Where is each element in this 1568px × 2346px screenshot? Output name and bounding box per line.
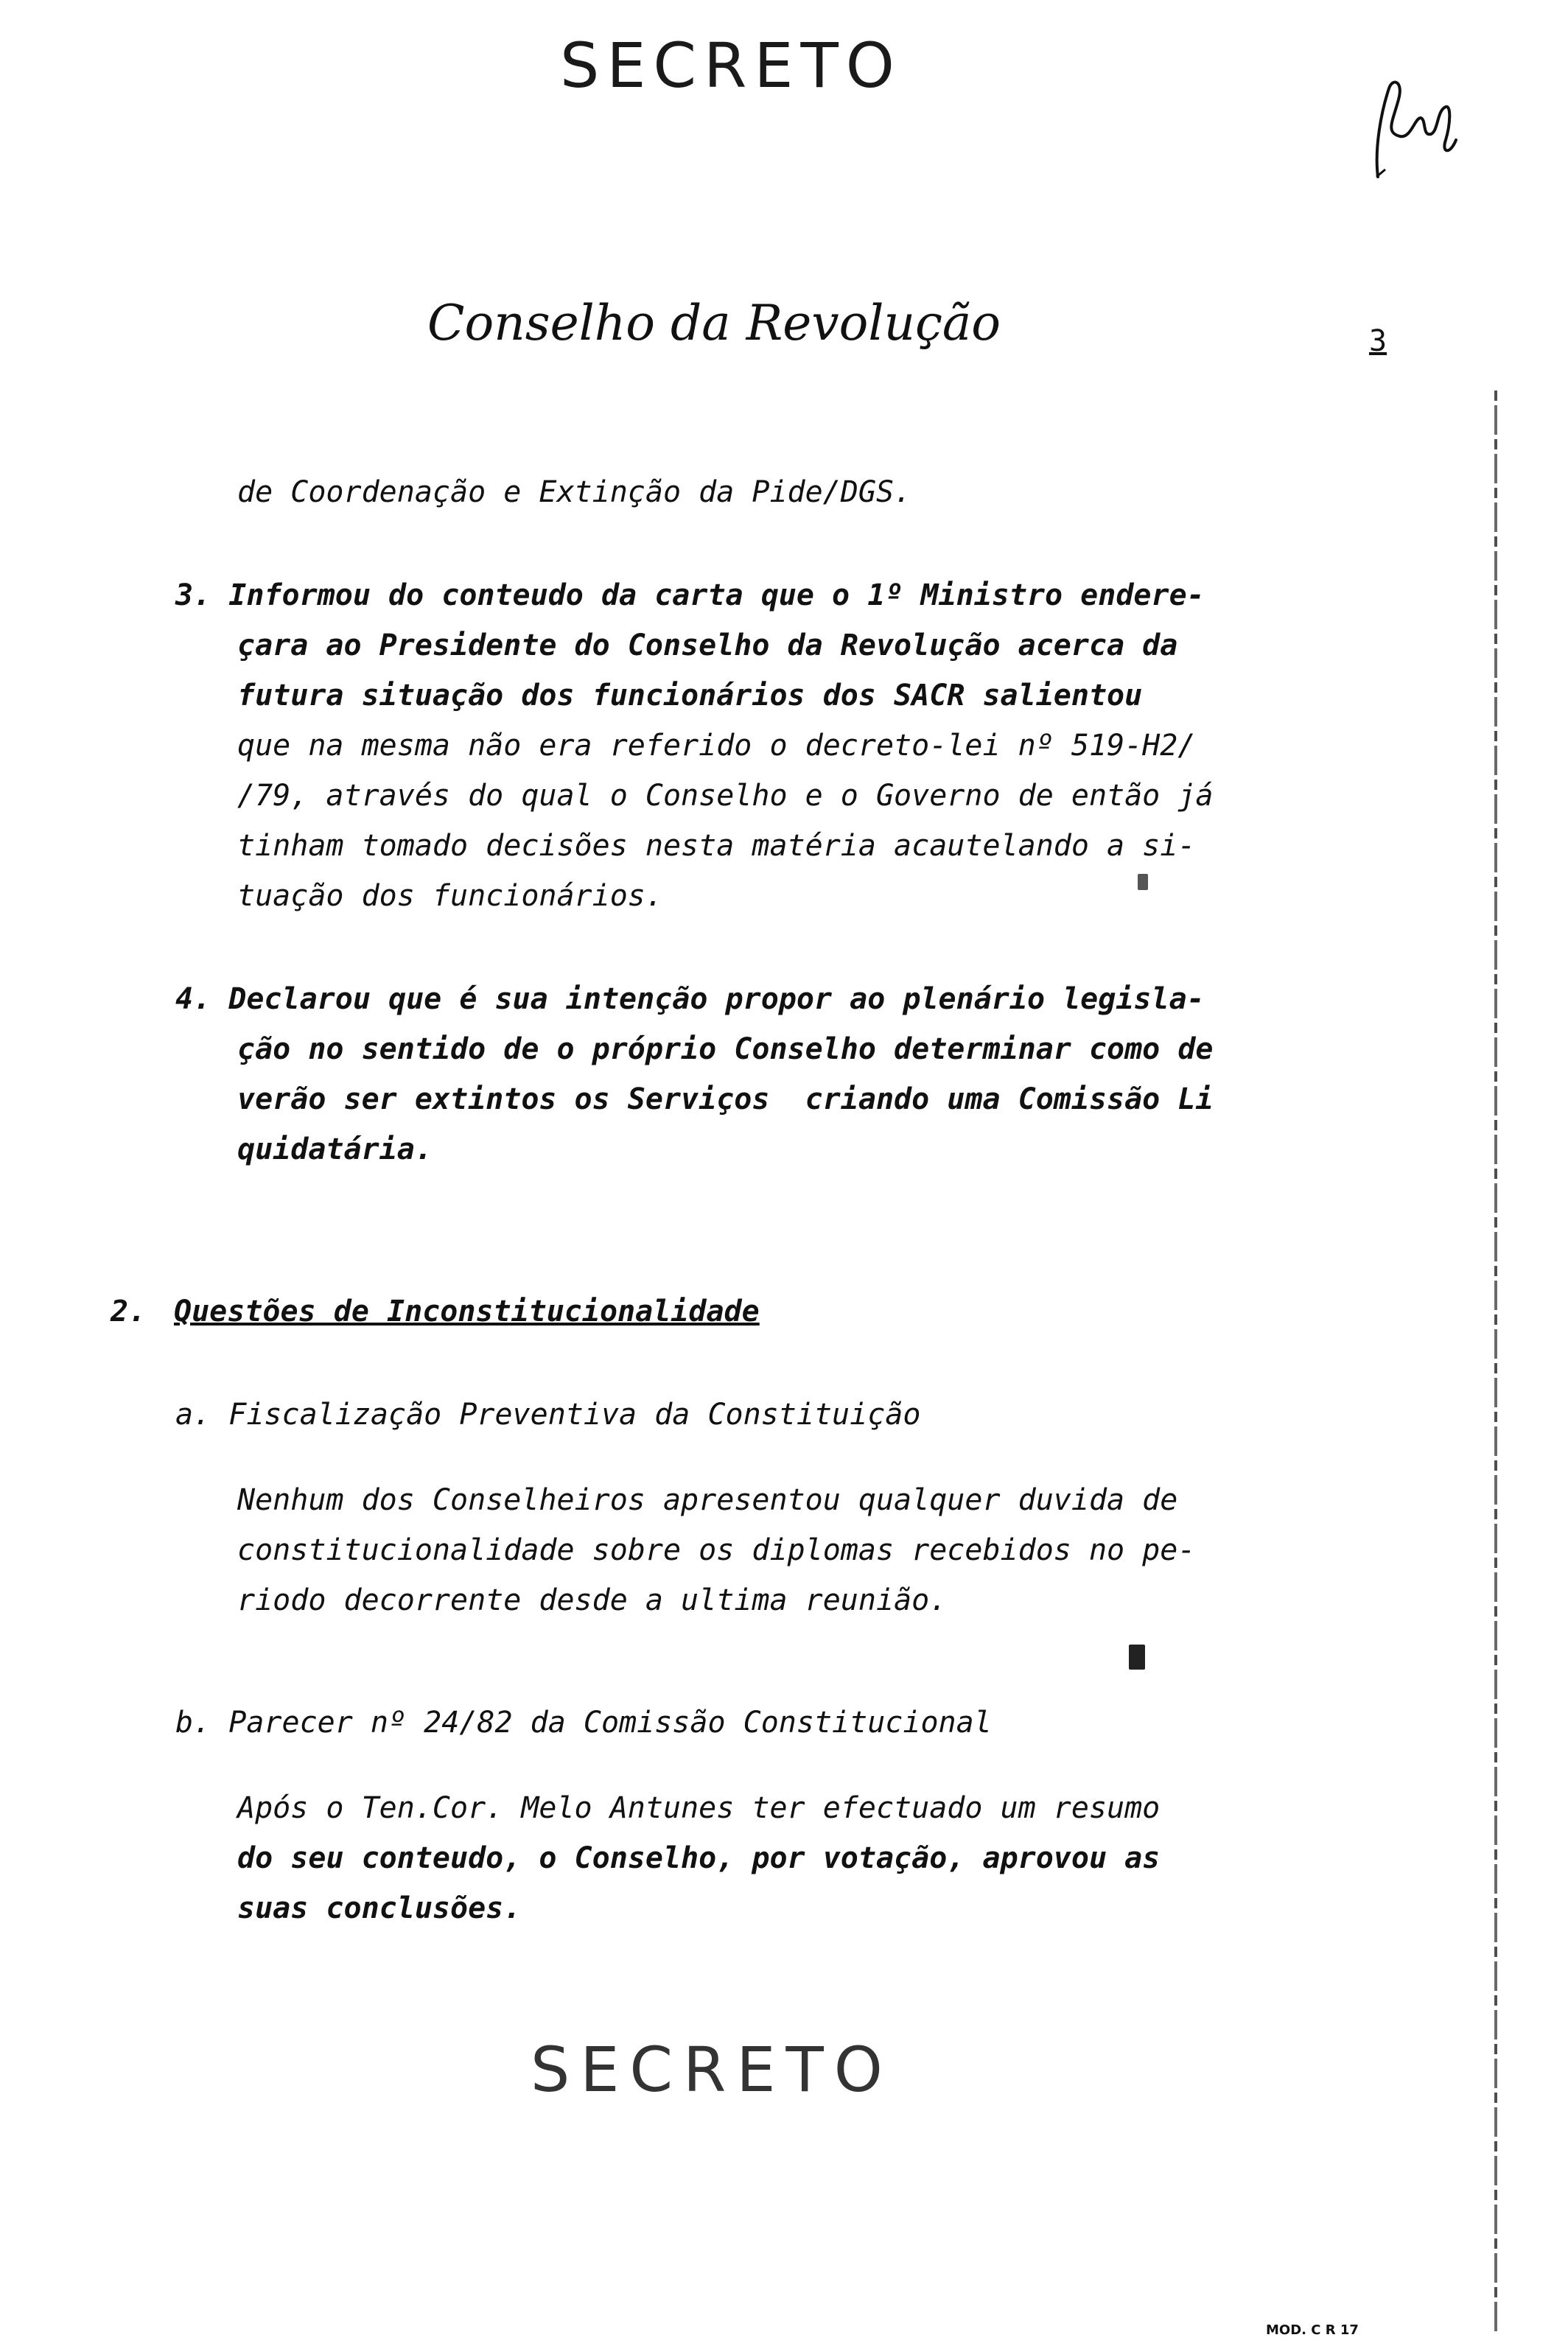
letterhead-title: Conselho da Revolução	[427, 295, 1001, 351]
item-3-line-6: tinham tomado decisões nesta matéria acautelando a si-	[237, 829, 1196, 863]
subsection-b-line-3: suas conclusões.	[237, 1891, 522, 1925]
subsection-b-title: b. Parecer nº 24/82 da Comissão Constitucional	[175, 1706, 992, 1740]
ink-blot	[1138, 874, 1148, 890]
subsection-a-line-2: constitucionalidade sobre os diplomas recebidos no pe-	[237, 1533, 1196, 1567]
section-2-title: Questões de Inconstitucionalidade	[174, 1295, 760, 1328]
paragraph-line: de Coordenação e Extinção da Pide/DGS.	[237, 475, 912, 509]
subsection-b-line-1: Após o Ten.Cor. Melo Antunes ter efectuado um resumo	[237, 1791, 1161, 1825]
ink-blot	[1129, 1645, 1145, 1670]
page-number: 3	[1369, 324, 1387, 358]
item-4-line-4: quidatária.	[237, 1132, 433, 1166]
item-3-line-7: tuação dos funcionários.	[237, 879, 663, 913]
item-4-line-1: 4. Declarou que é sua intenção propor ao plenário legisla-	[175, 982, 1205, 1016]
handwritten-initials	[1363, 66, 1466, 184]
item-4-line-3: verão ser extintos os Serviços criando uma Comissão Li	[237, 1082, 1214, 1116]
secret-stamp-bottom: SECRETO	[531, 2034, 893, 2106]
subsection-b-line-2: do seu conteudo, o Conselho, por votação, aprovou as	[237, 1841, 1161, 1875]
item-3-line-1: 3. Informou do conteudo da carta que o 1º Ministro endere-	[175, 578, 1205, 612]
subsection-a-title: a. Fiscalização Preventiva da Constituição	[175, 1398, 921, 1432]
item-3-line-5: /79, através do qual o Conselho e o Governo de então já	[237, 779, 1214, 813]
subsection-a-line-1: Nenhum dos Conselheiros apresentou qualquer duvida de	[237, 1483, 1178, 1517]
item-3-line-2: çara ao Presidente do Conselho da Revolução acerca da	[237, 628, 1178, 662]
item-3-line-4: que na mesma não era referido o decreto-lei nº 519-H2/	[237, 729, 1196, 763]
form-code: MOD. C R 17	[1266, 2322, 1359, 2338]
right-margin-rule	[1494, 391, 1497, 2336]
item-3-line-3: futura situação dos funcionários dos SACR salientou	[237, 679, 1143, 712]
subsection-a-line-3: riodo decorrente desde a ultima reunião.	[237, 1583, 948, 1617]
item-4-line-2: ção no sentido de o próprio Conselho determinar como de	[237, 1032, 1214, 1066]
secret-stamp-top: SECRETO	[560, 29, 902, 102]
section-2-number: 2.	[111, 1295, 147, 1328]
